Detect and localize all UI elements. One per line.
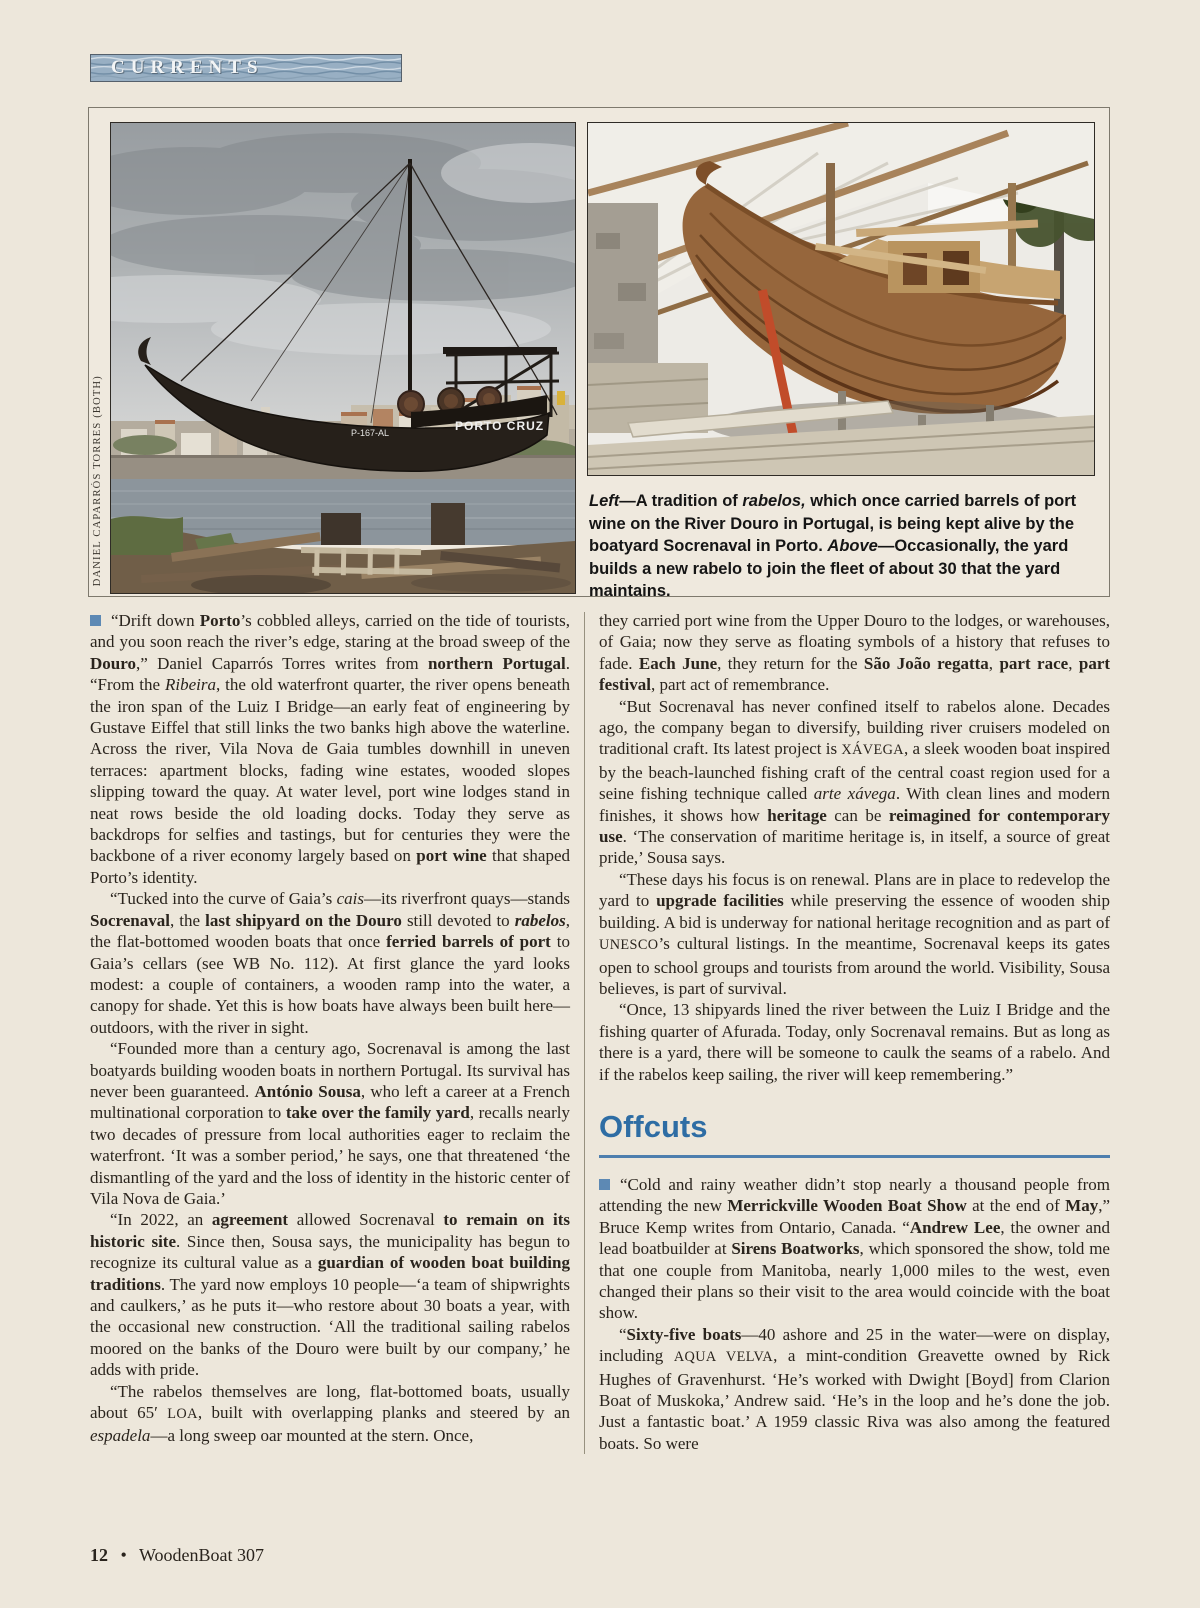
offcuts-section-heading: Offcuts <box>599 1108 708 1144</box>
body-paragraph: “Founded more than a century ago, Socrenaval is among the last boatyards building wooden boats in northern Portugal. Its survival has never been guaranteed. António Sousa, who left a career at a French multinational corporation to take over the family yard, recalls nearly two decades of pressure from local authorities eager to reclaim the waterfront. ‘It was a somber period,’ he says, one that threatened ‘the dismantling of the yard and the loss of identity in the historic center of Vila Nova de Gaia.’ <box>90 1039 570 1208</box>
body-paragraph: “Cold and rainy weather didn’t stop nearly a thousand people from attending the new Merrickville Wooden Boat Show at the end of May,” Bruce Kemp writes from Ontario, Canada. “Andrew Lee, the owner and lead boatbuilder at Sirens Boatworks, which sponsored the show, told me that one couple from Manitoba, nearly 1,000 miles to the west, even changed their plans so their visit to the area would coincide with the boat show. <box>599 1174 1111 1323</box>
photo-rabelo-under-construction <box>587 122 1095 476</box>
body-paragraph: “These days his focus is on renewal. Plans are in place to redevelop the yard to upgrade facilities while preserving the essence of wooden ship building. A bid is underway for national heritage recognition and as part of UNESCO’s cultural listings. In the meantime, Socrenaval keeps its gates open to school groups and tourists from around the world. Visibility, Sousa believes, is part of survival. <box>599 869 1110 998</box>
photo-feature-box <box>88 107 1110 600</box>
mast <box>408 159 412 399</box>
photo-caption: Left—A tradition of rabelos, which once carried barrels of port wine on the River Douro in Portugal, is being kept alive by the boatyard Socrenaval in Porto. Above—Occasionally, the yard builds a new rabelo to join the fleet of about 30 that the yard maintains. <box>589 492 1077 600</box>
body-paragraph: “Sixty-five boats—40 ashore and 25 in the water—were on display, including AQUA VELVA, a mint-condition Greavette owned by Rick Hughes of Gravenhurst. ‘He’s worked with Dwight [Boyd] from Clarion Boat of Muskoka,’ Andrew said. ‘He’s in the loop and he’s done the job. Just a fantastic boat.’ A 1959 classic Riva was also among the featured boats. So were <box>599 1324 1110 1453</box>
paragraph-bullet-icon <box>599 1179 610 1190</box>
body-paragraph: “Drift down Porto’s cobbled alleys, carried on the tide of tourists, and you soon reach the river’s edge, staring at the broad sweep of the Douro,” Daniel Caparrós Torres writes from northern Portugal. “From the Ribeira, the old waterfront quarter, the river opens beneath the iron span of the Luiz I Bridge—an early feat of engineering by Gustave Eiffel that still links the two banks high above the waterline. Across the river, Vila Nova de Gaia tumbles downhill in uneven terraces: apartment blocks, fading wine estates, wooded slopes slipping toward the quay. At water level, port wine lodges stand in neat rows beside the old loading docks. Today they serve as backdrops for selfies and tastings, but for centuries they were the backbone of a river economy largely based on port wine that shaped Porto’s identity. <box>90 611 570 887</box>
body-paragraph: “Once, 13 shipyards lined the river between the Luiz I Bridge and the fishing quarter of Afurada. Today, only Socrenaval remains. But as long as there is a yard, there will be someone to caulk the seams of a rabelo. And if the rabelos keep sailing, the river will keep remembering.” <box>599 1000 1110 1084</box>
currents-title: CURRENTS <box>111 57 264 78</box>
page-number: 12 <box>90 1545 108 1565</box>
footer-separator: • <box>120 1545 127 1565</box>
column-divider <box>584 612 585 1454</box>
body-paragraph: “The rabelos themselves are long, flat-bottomed boats, usually about 65′ LOA, built with overlapping planks and steered by an espadela—a long sweep oar mounted at the stern. Once, <box>90 1381 570 1446</box>
body-paragraph: “Tucked into the curve of Gaia’s cais—its riverfront quays—stands Socrenaval, the last shipyard on the Douro still devoted to rabelos, the flat-bottomed wooden boats that once ferried barrels of port to Gaia’s cellars (see WB No. 112). At first glance the yard looks modest: a couple of containers, a wooden ramp into the water, a canopy for shade. Yet this is how boats have always been built here—outdoors, with the river in sight. <box>90 889 571 1037</box>
currents-masthead <box>90 54 402 82</box>
page-footer <box>90 1545 264 1566</box>
article-body <box>90 610 1110 1454</box>
photo-credit: DANIEL CAPARRÓS TORRES (BOTH) <box>92 374 103 586</box>
column-left <box>90 610 570 1454</box>
body-paragraph: “But Socrenaval has never confined itself to rabelos alone. Decades ago, the company began to diversify, building river cruisers modeled on traditional craft. Its latest project is XÁVEGA, a sleek wooden boat inspired by the beach-launched fishing craft of the central coast region used for a seine fishing technique called arte xávega. With clean lines and modern finishes, it shows how heritage can be reimagined for contemporary use. ‘The conservation of maritime heritage is, in itself, a source of great pride,’ Sousa says. <box>599 696 1110 868</box>
hull-name-text: PORTO CRUZ <box>455 419 545 433</box>
hull-registration-text: P-167-AL <box>351 428 390 438</box>
body-paragraph: they carried port wine from the Upper Douro to the lodges, or warehouses, of Gaia; now they serve as floating symbols of a history that refuses to fade. Each June, they return for the São João regatta, part race, part festival, part act of remembrance. <box>599 611 1111 695</box>
paragraph-bullet-icon <box>90 615 101 626</box>
photo-rabelo-on-slipway <box>110 122 576 594</box>
offcuts-rule <box>599 1155 1110 1158</box>
magazine-title: WoodenBoat 307 <box>139 1545 265 1565</box>
column-right-top <box>599 610 1110 1085</box>
column-right <box>599 610 1110 1454</box>
body-paragraph: “In 2022, an agreement allowed Socrenaval to remain on its historic site. Since then, Sousa says, the municipality has begun to recognize its cultural value as a guardian of wooden boat building traditions. The yard now employs 10 people—‘a team of shipwrights and caulkers,’ as he puts it—who restore about 30 boats a year, with the occasional new construction. ‘All the traditional sailing rabelos moored on the banks of the Douro were built by our company,’ he adds with pride. <box>90 1210 570 1380</box>
column-right-bottom <box>599 1174 1110 1454</box>
